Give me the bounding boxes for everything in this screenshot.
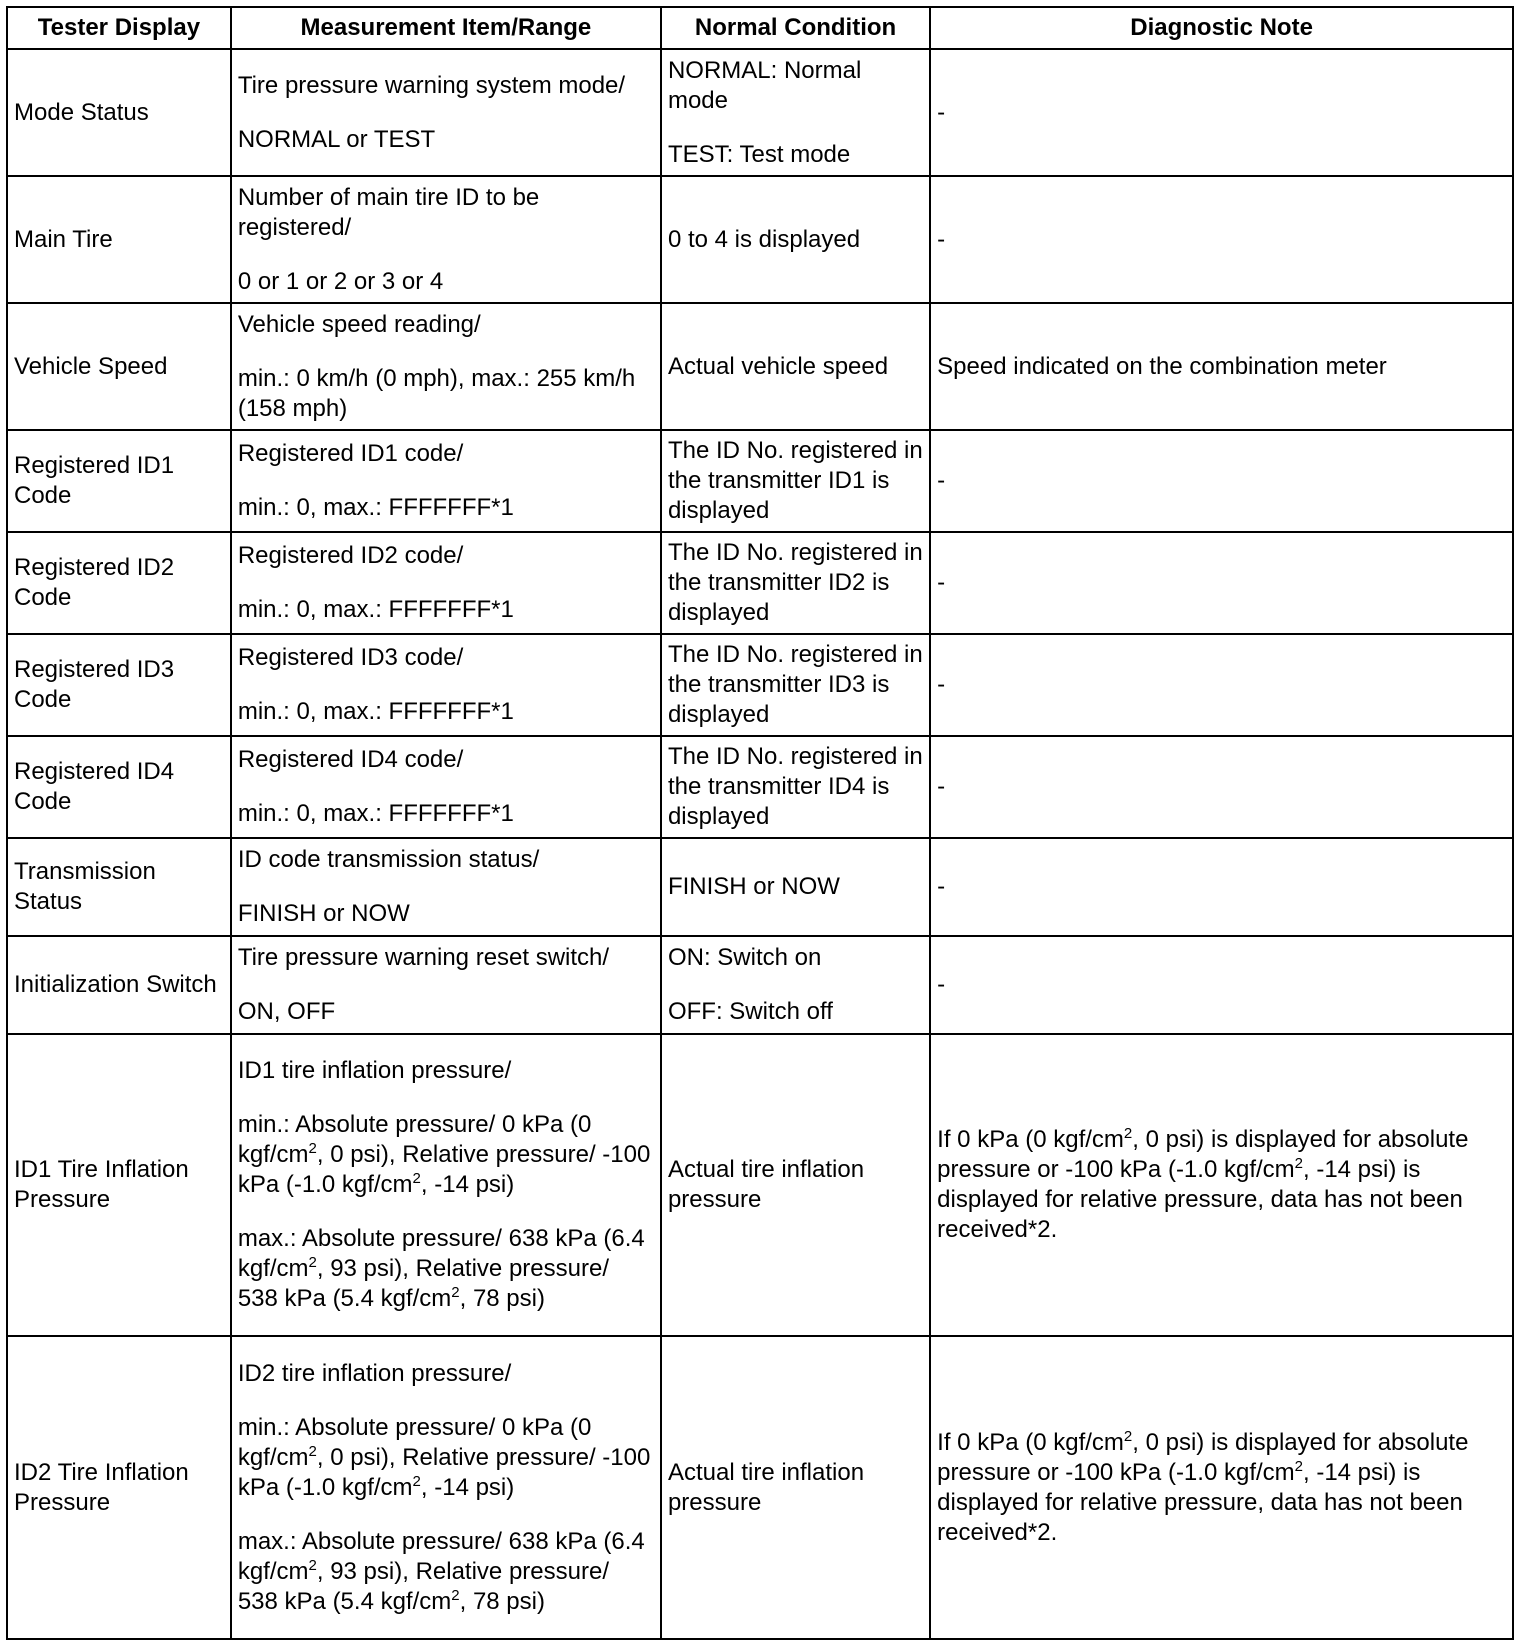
cell-measurement-item-range: [231, 303, 661, 430]
cell-diagnostic-note: [930, 1336, 1513, 1639]
cell-text: The ID No. registered in the transmitter ID3 is displayed: [667, 641, 923, 729]
cell-text: min.: Absolute pressure/ 0 kPa (0 kgf/$cm^2$, 0 psi), Relative pressure/ -100 kPa (-1.0 kgf/$cm^2$, -14 psi): [237, 1413, 651, 1501]
cell-text: The ID No. registered in the transmitter ID1 is displayed: [667, 437, 923, 525]
cell-text: ID2 tire inflation pressure/: [237, 1359, 512, 1387]
header-diagnostic-note: Diagnostic Note: [930, 7, 1513, 49]
cell-text: OFF: Switch off: [667, 997, 833, 1025]
cell-normal-condition: [661, 303, 930, 430]
table-row: [7, 1034, 1513, 1337]
cell-normal-condition: [661, 1336, 930, 1639]
cell-measurement-item-range: [231, 634, 661, 736]
cell-normal-condition: [661, 430, 930, 532]
cell-normal-condition: [661, 634, 930, 736]
cell-measurement-item-range: [231, 736, 661, 838]
cell-measurement-item-range: [231, 176, 661, 303]
cell-measurement-item-range: [231, 430, 661, 532]
table-header-row: [7, 7, 1513, 49]
cell-tester-display: [7, 176, 231, 303]
cell-text: FINISH or NOW: [667, 873, 840, 901]
cell-diagnostic-note: [930, 736, 1513, 838]
cell-text: min.: 0, max.: FFFFFFF*1: [237, 494, 514, 522]
cell-text: min.: 0 km/h (0 mph), max.: 255 km/h (158 mph): [237, 364, 636, 422]
cell-text: ON, OFF: [237, 997, 336, 1025]
cell-diagnostic-note: [930, 634, 1513, 736]
cell-text: 0 to 4 is displayed: [667, 225, 861, 253]
cell-normal-condition: [661, 532, 930, 634]
table-row: [7, 430, 1513, 532]
cell-text: Vehicle speed reading/: [237, 310, 481, 338]
cell-measurement-item-range: [231, 49, 661, 176]
cell-text: Registered ID4 code/: [237, 746, 464, 774]
cell-text: Registered ID1 code/: [237, 440, 464, 468]
cell-diagnostic-note: [930, 303, 1513, 430]
cell-measurement-item-range: [231, 532, 661, 634]
cell-text: TEST: Test mode: [667, 140, 851, 168]
cell-diagnostic-note: [930, 532, 1513, 634]
table-row: [7, 634, 1513, 736]
cell-text: NORMAL: Normal mode: [667, 56, 862, 114]
cell-normal-condition: [661, 936, 930, 1034]
cell-diagnostic-note: [930, 1034, 1513, 1337]
cell-diagnostic-note: [930, 176, 1513, 303]
cell-text: Number of main tire ID to be registered/: [237, 183, 540, 241]
cell-text: ID2 Tire Inflation Pressure: [14, 1458, 189, 1516]
cell-diagnostic-note: [930, 838, 1513, 936]
cell-text: Actual tire inflation pressure: [667, 1458, 865, 1516]
header-tester-display: Tester Display: [7, 7, 231, 49]
cell-normal-condition: [661, 49, 930, 176]
table-row: [7, 532, 1513, 634]
cell-text: ID code transmission status/: [237, 846, 540, 874]
cell-text: -: [937, 873, 946, 901]
cell-measurement-item-range: [231, 1336, 661, 1639]
header-normal-condition: Normal Condition: [661, 7, 930, 49]
cell-text: If 0 kPa (0 kgf/$cm^2$, 0 psi) is displayed for absolute pressure or -100 kPa (-1.0 kgf/$cm^2$, -14 psi) is displayed for relative pressure, data has not been received*2.: [937, 1427, 1469, 1546]
cell-tester-display: [7, 1034, 231, 1337]
cell-text: The ID No. registered in the transmitter ID4 is displayed: [667, 743, 923, 831]
cell-text: The ID No. registered in the transmitter ID2 is displayed: [667, 539, 923, 627]
cell-text: Registered ID3 code/: [237, 644, 464, 672]
table-row: [7, 49, 1513, 176]
cell-diagnostic-note: [930, 49, 1513, 176]
cell-tester-display: [7, 532, 231, 634]
cell-text: Vehicle Speed: [14, 352, 168, 380]
cell-text: -: [937, 569, 946, 597]
cell-text: Tire pressure warning system mode/: [237, 71, 626, 99]
cell-text: Mode Status: [14, 98, 149, 126]
cell-tester-display: [7, 936, 231, 1034]
cell-diagnostic-note: [930, 936, 1513, 1034]
cell-normal-condition: [661, 838, 930, 936]
cell-text: -: [937, 225, 946, 253]
cell-text: Registered ID2 Code: [14, 554, 175, 612]
cell-measurement-item-range: [231, 838, 661, 936]
cell-tester-display: [7, 49, 231, 176]
cell-text: 0 or 1 or 2 or 3 or 4: [237, 267, 444, 295]
cell-text: max.: Absolute pressure/ 638 kPa (6.4 kgf/$cm^2$, 93 psi), Relative pressure/ 538 kPa (5.4 kgf/$cm^2$, 78 psi): [237, 1224, 645, 1312]
table-row: [7, 838, 1513, 936]
cell-text: ID1 Tire Inflation Pressure: [14, 1155, 189, 1213]
cell-text: min.: 0, max.: FFFFFFF*1: [237, 698, 514, 726]
table-row: [7, 303, 1513, 430]
cell-text: Transmission Status: [14, 858, 156, 916]
cell-text: -: [937, 467, 946, 495]
tester-data-table: [6, 6, 1514, 1640]
cell-text: -: [937, 970, 946, 998]
cell-text: ON: Switch on: [667, 943, 822, 971]
cell-text: Registered ID2 code/: [237, 542, 464, 570]
cell-tester-display: [7, 303, 231, 430]
cell-text: min.: Absolute pressure/ 0 kPa (0 kgf/$cm^2$, 0 psi), Relative pressure/ -100 kPa (-1.0 kgf/$cm^2$, -14 psi): [237, 1110, 651, 1198]
header-measurement-item-range: Measurement Item/Range: [231, 7, 661, 49]
cell-normal-condition: [661, 176, 930, 303]
cell-text: Registered ID3 Code: [14, 656, 175, 714]
cell-normal-condition: [661, 1034, 930, 1337]
cell-text: -: [937, 671, 946, 699]
cell-text: Speed indicated on the combination meter: [937, 352, 1387, 380]
document-page: [6, 6, 1514, 1640]
cell-normal-condition: [661, 736, 930, 838]
cell-text: min.: 0, max.: FFFFFFF*1: [237, 596, 514, 624]
cell-text: FINISH or NOW: [237, 900, 410, 928]
cell-text: Initialization Switch: [14, 970, 217, 998]
cell-measurement-item-range: [231, 1034, 661, 1337]
cell-text: Actual vehicle speed: [667, 352, 889, 380]
cell-text: max.: Absolute pressure/ 638 kPa (6.4 kgf/$cm^2$, 93 psi), Relative pressure/ 538 kPa (5.4 kgf/$cm^2$, 78 psi): [237, 1527, 645, 1615]
cell-measurement-item-range: [231, 936, 661, 1034]
table-row: [7, 1336, 1513, 1639]
cell-text: -: [937, 98, 946, 126]
cell-text: -: [937, 773, 946, 801]
table-row: [7, 936, 1513, 1034]
cell-text: ID1 tire inflation pressure/: [237, 1056, 512, 1084]
cell-tester-display: [7, 736, 231, 838]
cell-text: Actual tire inflation pressure: [667, 1155, 865, 1213]
cell-tester-display: [7, 430, 231, 532]
cell-text: Main Tire: [14, 225, 113, 253]
cell-tester-display: [7, 1336, 231, 1639]
cell-text: min.: 0, max.: FFFFFFF*1: [237, 800, 514, 828]
cell-tester-display: [7, 634, 231, 736]
cell-text: NORMAL or TEST: [237, 125, 436, 153]
table-row: [7, 176, 1513, 303]
cell-diagnostic-note: [930, 430, 1513, 532]
cell-tester-display: [7, 838, 231, 936]
cell-text: Registered ID4 Code: [14, 758, 175, 816]
table-row: [7, 736, 1513, 838]
table-body: [7, 49, 1513, 1639]
cell-text: If 0 kPa (0 kgf/$cm^2$, 0 psi) is displayed for absolute pressure or -100 kPa (-1.0 kgf/$cm^2$, -14 psi) is displayed for relative pressure, data has not been received*2.: [937, 1124, 1469, 1243]
cell-text: Tire pressure warning reset switch/: [237, 943, 610, 971]
cell-text: Registered ID1 Code: [14, 452, 175, 510]
